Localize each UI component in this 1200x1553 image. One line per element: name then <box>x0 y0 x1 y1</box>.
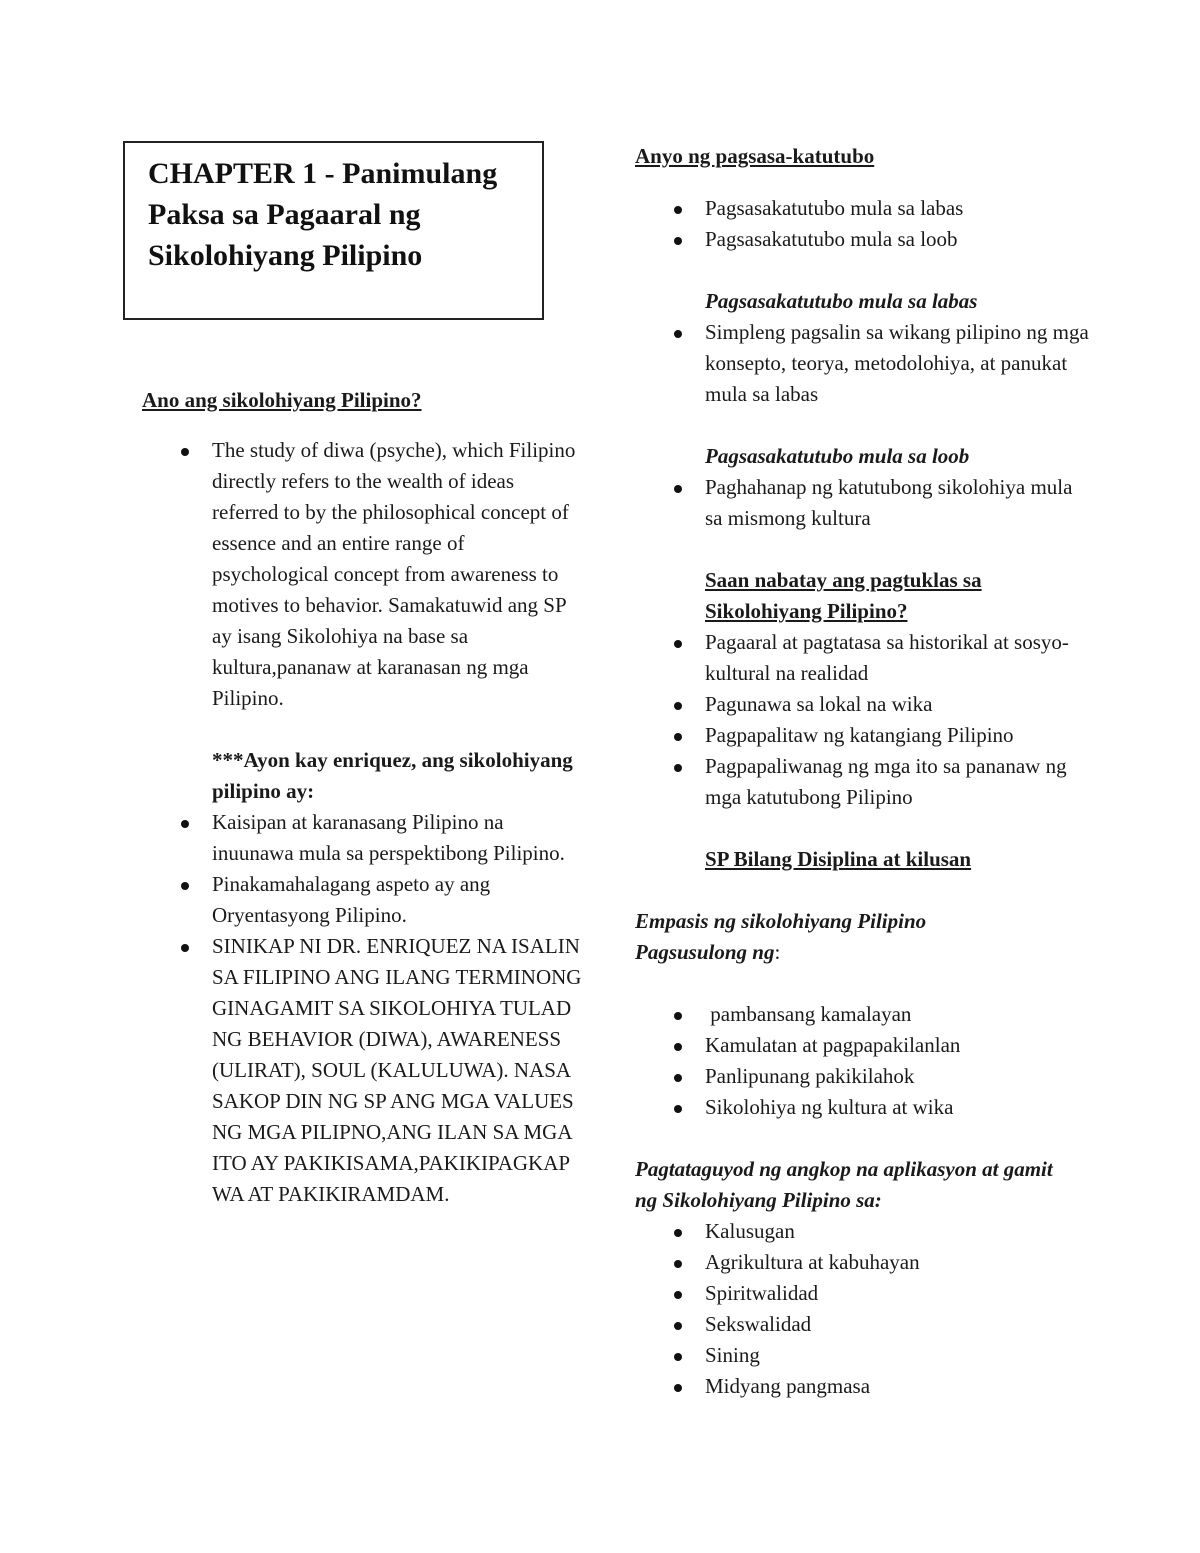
bullet-icon <box>674 702 682 710</box>
loob-bullet-list <box>635 472 1095 534</box>
bullet-icon <box>674 733 682 741</box>
list-item-text: Paghahanap ng katutubong sikolohiya mula sa mismong kultura <box>705 475 1073 530</box>
left-column <box>142 385 582 1210</box>
bullet-icon <box>674 640 682 648</box>
sp-heading: SP Bilang Disiplina at kilusan <box>705 847 972 871</box>
chapter-title-box <box>123 141 544 320</box>
list-item-text: Pagpapaliwanag ng mga ito sa pananaw ng mga katutubong Pilipino <box>705 754 1067 809</box>
bullet-icon <box>674 1105 682 1113</box>
bullet-icon <box>674 764 682 772</box>
list-item <box>635 1309 1095 1340</box>
list-item-text: Pagpapalitaw ng katangiang Pilipino <box>705 723 1014 747</box>
list-item-text: pambansang kamalayan <box>705 1002 912 1026</box>
list-item <box>635 472 1095 534</box>
list-item <box>635 317 1095 410</box>
bullet-icon <box>674 1074 682 1082</box>
list-item <box>635 720 1095 751</box>
bullet-icon <box>674 1012 682 1020</box>
list-item-text: SINIKAP NI DR. ENRIQUEZ NA ISALIN SA FILIPINO ANG ILANG TERMINONG GINAGAMIT SA SIKOLOHIYA TULAD NG BEHAVIOR (DIWA), AWARENESS (ULIRAT), SOUL (KALULUWA). NASASAKOP DIN NG SP ANG MGA VALUES NG MGA PILIPNO,ANG ILAN SA MGA ITO AY PAKIKISAMA,PAKIKIPAGKAPWA AT PAKIKIRAMDAM. <box>212 934 582 1206</box>
list-item-text: Kamulatan at pagpapakilanlan <box>705 1033 961 1057</box>
list-item <box>635 1247 1095 1278</box>
list-item <box>635 1216 1095 1247</box>
list-item <box>635 1278 1095 1309</box>
list-item <box>635 689 1095 720</box>
list-item-text: Simpleng pagsalin sa wikang pilipino ng mga konsepto, teorya, metodolohiya, at panukat mula sa labas <box>705 320 1089 406</box>
list-item-text: Panlipunang pakikilahok <box>705 1064 915 1088</box>
bullet-icon <box>674 1291 682 1299</box>
bullet-icon <box>181 448 189 456</box>
list-item <box>635 1340 1095 1371</box>
bullet-icon <box>674 485 682 493</box>
bullet-icon <box>674 1043 682 1051</box>
bullet-icon <box>674 206 682 214</box>
bullet-icon <box>674 237 682 245</box>
list-item-text: Spiritwalidad <box>705 1281 819 1305</box>
list-item <box>635 1030 1095 1061</box>
list-item-text: Pagunawa sa lokal na wika <box>705 692 933 716</box>
list-item-text: Sekswalidad <box>705 1312 812 1336</box>
enriquez-bullet-list <box>142 807 582 1210</box>
list-item <box>635 224 1095 255</box>
list-item <box>142 869 582 931</box>
pagtataguyod-heading: Pagtataguyod ng angkop na aplikasyon at gamit ng Sikolohiyang Pilipino sa: <box>635 1157 1053 1212</box>
list-item-text: Midyang pangmasa <box>705 1374 871 1398</box>
list-item-text: Pinakamahalagang aspeto ay ang Oryentasyong Pilipino. <box>212 872 491 927</box>
bullet-icon <box>674 1322 682 1330</box>
q1-heading: Ano ang sikolohiyang Pilipino? <box>142 388 422 412</box>
saan-heading: Saan nabatay ang pagtuklas sa Sikolohiyang Pilipino? <box>705 568 982 623</box>
bullet-icon <box>674 1229 682 1237</box>
loob-heading: Pagsasakatutubo mula sa loob <box>705 444 970 468</box>
bullet-icon <box>181 820 189 828</box>
empasis-heading-text: Empasis ng sikolohiyang Pilipino Pagsusulong ng <box>635 909 927 964</box>
list-item-text: Kaisipan at karanasang Pilipino na inuunawa mula sa perspektibong Pilipino. <box>212 810 565 865</box>
list-item <box>635 999 1095 1030</box>
empasis-bullet-list <box>635 999 1095 1123</box>
list-item-text: Pagsasakatutubo mula sa labas <box>705 196 964 220</box>
labas-heading: Pagsasakatutubo mula sa labas <box>705 289 978 313</box>
list-item <box>142 435 582 714</box>
list-item <box>635 1092 1095 1123</box>
saan-bullet-list <box>635 627 1095 813</box>
list-item <box>635 751 1095 813</box>
bullet-icon <box>674 1260 682 1268</box>
list-item <box>635 1061 1095 1092</box>
list-item <box>635 193 1095 224</box>
chapter-title: CHAPTER 1 - Panimulang Paksa sa Pagaaral ng Sikolohiyang Pilipino <box>148 157 498 272</box>
bullet-icon <box>674 330 682 338</box>
list-item <box>635 627 1095 689</box>
right-column <box>635 141 1095 1402</box>
list-item-text: Sikolohiya ng kultura at wika <box>705 1095 954 1119</box>
anyo-heading: Anyo ng pagsasa-katutubo <box>635 144 875 168</box>
list-item <box>142 807 582 869</box>
list-item-text: Pagaaral at pagtatasa sa historikal at sosyo-kultural na realidad <box>705 630 1069 685</box>
bullet-icon <box>674 1353 682 1361</box>
anyo-bullet-list <box>635 193 1095 255</box>
list-item-text: Pagsasakatutubo mula sa loob <box>705 227 958 251</box>
empasis-colon: : <box>774 940 781 964</box>
enriquez-heading: ***Ayon kay enriquez, ang sikolohiyang pilipino ay: <box>212 748 573 803</box>
pagtataguyod-bullet-list <box>635 1216 1095 1402</box>
list-item-text: Sining <box>705 1343 760 1367</box>
list-item-text: The study of diwa (psyche), which Filipino directly refers to the wealth of ideas referred to by the philosophical concept of essence and an entire range of psychological concept from awareness to motives to behavior. Samakatuwid ang SP ay isang Sikolohiya na base sa kultura,pananaw at karanasan ng mga Pilipino. <box>212 438 576 710</box>
list-item <box>142 931 582 1210</box>
list-item <box>635 1371 1095 1402</box>
list-item-text: Kalusugan <box>705 1219 795 1243</box>
q1-bullet-list <box>142 435 582 714</box>
list-item-text: Agrikultura at kabuhayan <box>705 1250 920 1274</box>
empasis-heading <box>635 906 995 968</box>
bullet-icon <box>181 882 189 890</box>
labas-bullet-list <box>635 317 1095 410</box>
bullet-icon <box>181 944 189 952</box>
bullet-icon <box>674 1384 682 1392</box>
